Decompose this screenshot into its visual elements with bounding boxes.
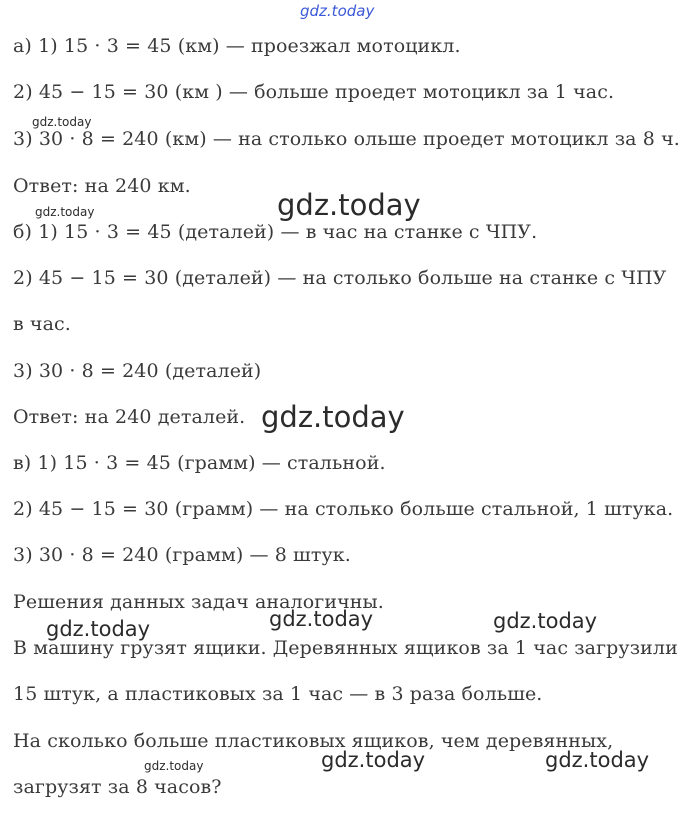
- solution-b-step-1: б) 1) 15 · 3 = 45 (деталей) — в час на станке с ЧПУ.: [13, 221, 538, 243]
- watermark-medium: gdz.today: [321, 748, 426, 772]
- watermark-medium: gdz.today: [545, 748, 650, 772]
- watermark-medium: gdz.today: [269, 607, 374, 631]
- solution-a-step-1: а) 1) 15 · 3 = 45 (км) — проезжал мотоцикл.: [13, 35, 461, 57]
- task-text-line-3: На сколько больше пластиковых ящиков, чем деревянных,: [13, 730, 614, 752]
- solution-c-step-1: в) 1) 15 · 3 = 45 (грамм) — стальной.: [13, 452, 386, 474]
- watermark-small: gdz.today: [35, 205, 95, 219]
- watermark-small: gdz.today: [144, 759, 204, 773]
- solution-b-step-2: 2) 45 − 15 = 30 (деталей) — на столько больше на станке с ЧПУ: [13, 267, 667, 289]
- solution-b-answer: Ответ: на 240 деталей.: [13, 406, 246, 428]
- task-text-line-1: В машину грузят ящики. Деревянных ящиков за 1 час загрузили: [13, 637, 678, 659]
- task-text-line-4: загрузят за 8 часов?: [13, 776, 222, 798]
- watermark-medium: gdz.today: [46, 617, 151, 641]
- watermark-large: gdz.today: [261, 400, 405, 434]
- solution-a-answer: Ответ: на 240 км.: [13, 175, 191, 197]
- solution-a-step-2: 2) 45 − 15 = 30 (км ) — больше проедет мотоцикл за 1 час.: [13, 81, 615, 103]
- watermark-large: gdz.today: [277, 188, 421, 222]
- solution-a-step-3: 3) 30 · 8 = 240 (км) — на столько ольше проедет мотоцикл за 8 ч.: [13, 128, 680, 150]
- watermark-top: gdz.today: [300, 2, 375, 20]
- solution-b-step-2-continued: в час.: [13, 313, 71, 335]
- task-text-line-2: 15 штук, а пластиковых за 1 час — в 3 раза больше.: [13, 683, 543, 705]
- solution-b-step-3: 3) 30 · 8 = 240 (деталей): [13, 360, 262, 382]
- watermark-small: gdz.today: [32, 115, 92, 129]
- solution-c-step-2: 2) 45 − 15 = 30 (грамм) — на столько больше стальной, 1 штука.: [13, 498, 674, 520]
- solution-c-step-3: 3) 30 · 8 = 240 (грамм) — 8 штук.: [13, 544, 351, 566]
- watermark-medium: gdz.today: [493, 609, 598, 633]
- conclusion-text: Решения данных задач аналогичны.: [13, 591, 384, 613]
